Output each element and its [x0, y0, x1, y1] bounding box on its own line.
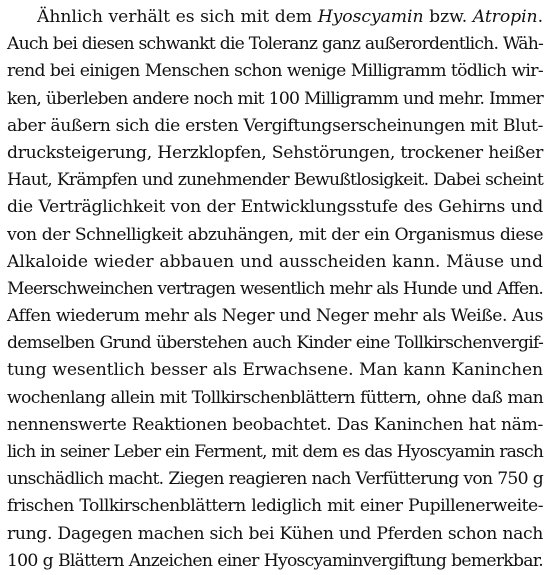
- emphasis-atropin: Atropin: [472, 7, 538, 27]
- text-line: von der Schnelligkeit abzuhängen, mit der ein Organismus diese: [7, 224, 543, 245]
- text-segment: Ähnlich verhält es sich mit dem: [37, 7, 318, 27]
- text-line: rung. Dagegen machen sich bei Kühen und Pferden schon nach: [7, 523, 543, 544]
- text-line: Affen wiederum mehr als Neger und Neger mehr als Weiße. Aus: [7, 306, 543, 327]
- text-line: die Verträglichkeit von der Entwicklungsstufe des Gehirns und: [7, 197, 543, 218]
- text-line: frischen Tollkirschenblättern lediglich mit einer Pupillenerweite-: [7, 496, 543, 517]
- body-paragraph: [7, 4, 543, 575]
- text-line-last: 100 g Blättern Anzeichen einer Hyoscyaminvergiftung bemerkbar.: [7, 550, 543, 571]
- text-line: nennenswerte Reaktionen beobachtet. Das Kaninchen hat näm-: [7, 414, 543, 435]
- text-line: wochenlang allein mit Tollkirschenblättern füttern, ohne daß man: [7, 387, 543, 408]
- text-line: demselben Grund überstehen auch Kinder eine Tollkirschenvergif-: [7, 333, 543, 354]
- text-segment: bzw.: [423, 7, 473, 27]
- text-line: ken, überleben andere noch mit 100 Milligramm und mehr. Immer: [7, 88, 543, 109]
- text-line: unschädlich macht. Ziegen reagieren nach Verfütterung von 750 g: [7, 469, 543, 490]
- text-line: Haut, Krämpfen und zunehmender Bewußtlosigkeit. Dabei scheint: [7, 170, 543, 191]
- text-line-1: [7, 4, 543, 31]
- text-segment: .: [537, 7, 543, 27]
- text-line: aber äußern sich die ersten Vergiftungserscheinungen mit Blut-: [7, 115, 544, 136]
- text-line: Alkaloide wieder abbauen und ausscheiden kann. Mäuse und: [7, 251, 543, 272]
- emphasis-hyoscyamin: Hyoscyamin: [317, 7, 424, 27]
- text-line: lich in seiner Leber ein Ferment, mit dem es das Hyoscyamin rasch: [7, 442, 543, 462]
- text-line: drucksteigerung, Herzklopfen, Sehstörungen, trockener heißer: [7, 142, 543, 163]
- text-line: tung wesentlich besser als Erwachsene. Man kann Kaninchen: [7, 360, 543, 381]
- text-line: rend bei einigen Menschen schon wenige Milligramm tödlich wir-: [7, 61, 543, 82]
- text-line: Auch bei diesen schwankt die Toleranz ganz außerordentlich. Wäh-: [7, 34, 543, 55]
- text-line: Meerschweinchen vertragen wesentlich mehr als Hunde und Affen.: [7, 278, 543, 299]
